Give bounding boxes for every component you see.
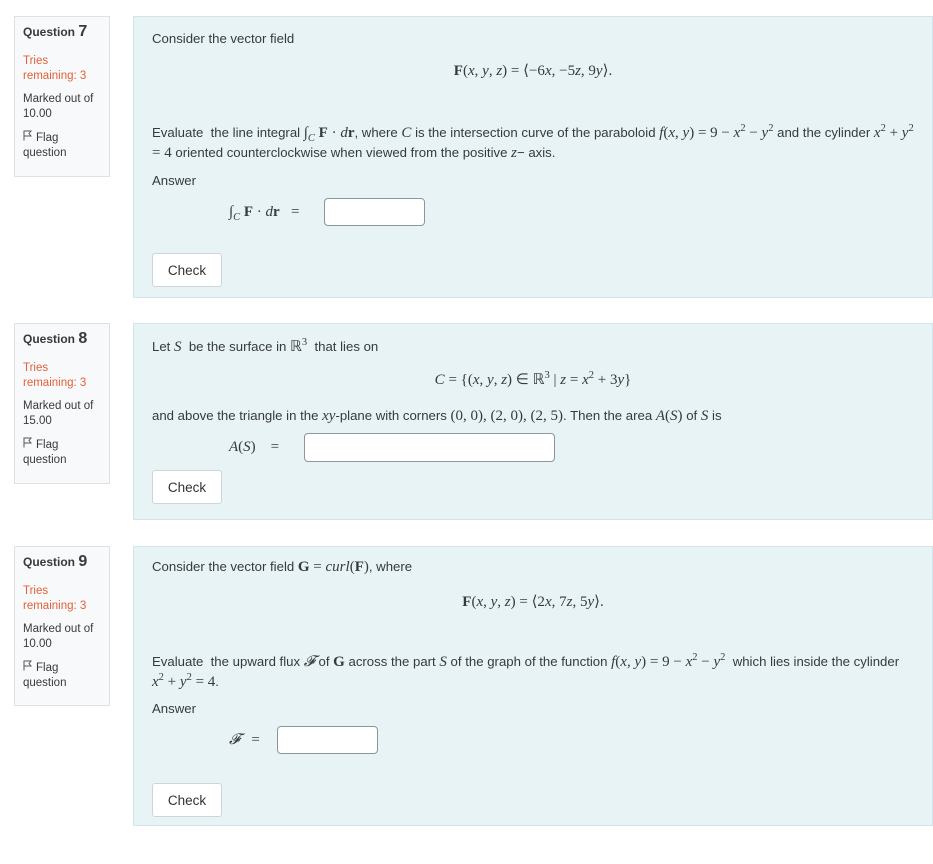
question-info-7 <box>14 16 110 177</box>
flag-question-link[interactable]: Flag question <box>23 662 67 689</box>
tries-remaining: Tries remaining: 3 <box>23 362 87 389</box>
surface-set-formula: C = {(x, y, z) ∈ ℝ$^3$ | $z = x^2 + 3y$} <box>434 370 632 388</box>
answer-prompt: A(S) = <box>229 439 280 455</box>
flag-icon <box>23 130 33 146</box>
question-text-intro: Let S be the surface in ℝ$^3$ that lies on <box>152 337 379 355</box>
flag-icon <box>23 660 33 676</box>
answer-input[interactable] <box>324 198 425 226</box>
marked-out-of: Marked out of 15.00 <box>23 400 94 427</box>
marked-out-of: Marked out of 10.00 <box>23 93 94 120</box>
question-text-body: and above the triangle in the xy-plane with corners (0, 0), (2, 0), (2, 5). Then the area A(S) of S is <box>152 408 722 424</box>
question-info-8 <box>14 323 110 484</box>
question-text-body: Evaluate the upward flux 𝓕 of G across the part S of the graph of the function f(x, $y) = 9 - x^2 - y^2$ which lies inside the cylinder $x^2 + y^2 = 4$. <box>152 652 900 690</box>
check-button[interactable]: Check <box>152 470 222 504</box>
flag-question-link[interactable]: Flag question <box>23 132 67 159</box>
tries-remaining: Tries remaining: 3 <box>23 585 87 612</box>
answer-prompt: $\int_C$ F · dr = <box>229 204 300 223</box>
vector-field-formula: F(x, y, z) = ⟨2x, 7z, 5y⟩. <box>462 594 604 610</box>
tries-remaining: Tries remaining: 3 <box>23 55 87 82</box>
question-content-9 <box>133 546 933 826</box>
marked-out-of: Marked out of 10.00 <box>23 623 94 650</box>
vector-field-formula: F(x, y, z) = ⟨−6x, −5z, 9y⟩. <box>453 63 613 79</box>
flag-icon <box>23 437 33 453</box>
answer-input[interactable] <box>304 433 555 462</box>
check-button[interactable]: Check <box>152 783 222 817</box>
question-content-7 <box>133 16 933 298</box>
question-number: Question 7 <box>23 23 88 40</box>
answer-input[interactable] <box>277 726 378 754</box>
answer-label: Answer <box>152 173 196 188</box>
question-text-intro: Consider the vector field <box>152 31 295 46</box>
question-number: Question 9 <box>23 553 88 570</box>
answer-label: Answer <box>152 701 196 716</box>
question-info-9 <box>14 546 110 706</box>
flag-question-link[interactable]: Flag question <box>23 439 67 466</box>
question-text-intro: Consider the vector field G = curl(F), where <box>152 559 413 575</box>
question-text-body: Evaluate the line integral $\int_C$ F · dr, where C is the intersection curve of the paraboloid f(x, $y) = 9 - x^2 - y^2$ and the cylinder $x^2 + y^2 = 4$ oriented counterclockwise when viewed from the positive z− axis. <box>152 123 914 161</box>
question-content-8 <box>133 323 933 520</box>
answer-prompt: 𝓕 = <box>229 732 260 748</box>
check-button[interactable]: Check <box>152 253 222 287</box>
question-number: Question 8 <box>23 330 88 347</box>
